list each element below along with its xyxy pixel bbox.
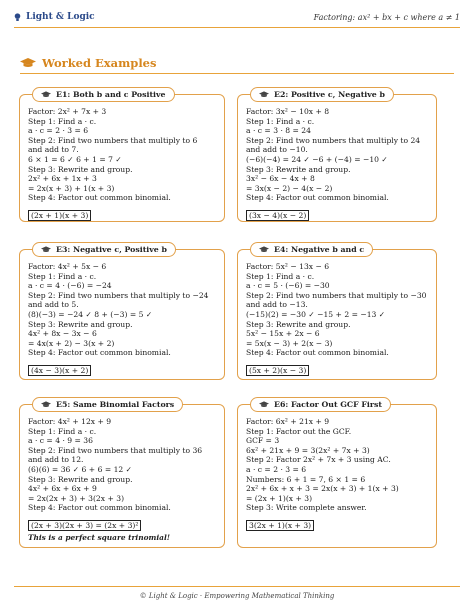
example-title: E4: Negative b and c xyxy=(274,245,365,254)
step-line: Step 2: Find two numbers that multiply to −24 xyxy=(28,290,209,300)
step-line: Factor: 5x² − 13x − 6 xyxy=(246,262,330,271)
final-answer: (5x + 2)(x − 3) xyxy=(246,365,309,376)
final-answer: (2x + 3)(2x + 3) = (2x + 3)² xyxy=(28,520,141,531)
step-line: and add to 12. xyxy=(28,455,84,465)
topic-title: Factoring: ax² + bx + c where a ≠ 1 xyxy=(313,12,460,22)
example-card-e4 xyxy=(237,245,437,380)
example-tab xyxy=(32,87,175,102)
example-tab xyxy=(250,397,391,412)
step-line: Step 3: Rewrite and group. xyxy=(28,164,133,174)
step-line: 5x² − 15x + 2x − 6 xyxy=(246,329,320,339)
step-line: a · c = 5 · (−6) = −30 xyxy=(246,281,330,291)
step-line: Step 4: Factor out common binomial. xyxy=(246,193,389,203)
example-tab xyxy=(250,87,394,102)
step-line: a · c = 3 · 8 = 24 xyxy=(246,126,311,136)
example-card-e1 xyxy=(19,90,225,222)
section-heading xyxy=(20,56,156,70)
graduation-cap-icon xyxy=(259,401,269,408)
step-line: Factor: 4x² + 12x + 9 xyxy=(28,417,112,426)
step-line: Step 1: Find a · c. xyxy=(28,271,97,281)
graduation-cap-icon xyxy=(20,58,36,68)
step-line: = 5x(x − 3) + 2(x − 3) xyxy=(246,338,333,348)
final-answer: (4x − 3)(x + 2) xyxy=(28,365,91,376)
step-line: = 2x(x + 3) + 1(x + 3) xyxy=(28,183,115,193)
example-tab xyxy=(32,397,183,412)
step-line: Step 3: Rewrite and group. xyxy=(28,474,133,484)
step-line: Factor: 2x² + 7x + 3 xyxy=(28,107,107,116)
example-title: E5: Same Binomial Factors xyxy=(56,400,175,409)
step-line: Factor: 4x² + 5x − 6 xyxy=(28,262,107,271)
step-line: a · c = 4 · (−6) = −24 xyxy=(28,281,112,291)
step-line: GCF = 3 xyxy=(246,436,280,446)
example-card-e5 xyxy=(19,400,225,548)
graduation-cap-icon xyxy=(41,401,51,408)
page-header xyxy=(14,8,460,26)
step-line: 3x² − 6x − 4x + 8 xyxy=(246,174,315,184)
step-line: Step 1: Factor out the GCF. xyxy=(246,426,352,436)
step-line: (6)(6) = 36 ✓ 6 + 6 = 12 ✓ xyxy=(28,464,133,474)
step-line: Step 1: Find a · c. xyxy=(246,271,315,281)
graduation-cap-icon xyxy=(41,246,51,253)
graduation-cap-icon xyxy=(41,91,51,98)
example-title: E3: Negative c, Positive b xyxy=(56,245,167,254)
brand xyxy=(14,12,95,22)
header-divider xyxy=(14,27,460,28)
step-line: Factor: 6x² + 21x + 9 xyxy=(246,417,330,426)
step-line: Numbers: 6 + 1 = 7, 6 × 1 = 6 xyxy=(246,474,366,484)
step-line: (−6)(−4) = 24 ✓ −6 + (−4) = −10 ✓ xyxy=(246,154,388,164)
step-line: = 2x(2x + 3) + 3(2x + 3) xyxy=(28,493,125,503)
example-tab xyxy=(250,242,373,257)
step-line: Step 1: Find a · c. xyxy=(246,116,315,126)
step-line: 2x² + 6x + x + 3 = 2x(x + 3) + 1(x + 3) xyxy=(246,484,399,494)
example-title: E1: Both b and c Positive xyxy=(56,90,166,99)
step-line: 6 × 1 = 6 ✓ 6 + 1 = 7 ✓ xyxy=(28,154,122,164)
step-line: 6x² + 21x + 9 = 3(2x² + 7x + 3) xyxy=(246,445,370,455)
step-line: and add to −13. xyxy=(246,300,308,310)
example-note: This is a perfect square trinomial! xyxy=(28,532,170,542)
example-title: E2: Positive c, Negative b xyxy=(274,90,385,99)
brand-name: Light & Logic xyxy=(26,12,95,22)
final-answer: (3x − 4)(x − 2) xyxy=(246,210,309,221)
step-line: Factor: 3x² − 10x + 8 xyxy=(246,107,330,116)
step-line: Step 4: Factor out common binomial. xyxy=(28,348,171,358)
step-line: Step 2: Find two numbers that multiply to 36 xyxy=(28,445,203,455)
page-footer: © Light & Logic · Empowering Mathematical Thinking xyxy=(139,592,335,600)
step-line: = 4x(x + 2) − 3(x + 2) xyxy=(28,338,115,348)
step-line: 2x² + 6x + 1x + 3 xyxy=(28,174,97,184)
final-answer: (2x + 1)(x + 3) xyxy=(28,210,91,221)
step-line: Step 3: Rewrite and group. xyxy=(246,319,351,329)
step-line: Step 4: Factor out common binomial. xyxy=(28,503,171,513)
step-line: Step 2: Find two numbers that multiply to 6 xyxy=(28,135,198,145)
step-line: a · c = 4 · 9 = 36 xyxy=(28,436,93,446)
final-answer: 3(2x + 1)(x + 3) xyxy=(246,520,314,531)
step-line: 4x² + 8x − 3x − 6 xyxy=(28,329,97,339)
step-line: Step 2: Factor 2x² + 7x + 3 using AC. xyxy=(246,455,391,465)
section-divider xyxy=(20,73,454,74)
step-line: Step 3: Rewrite and group. xyxy=(28,319,133,329)
step-line: a · c = 2 · 3 = 6 xyxy=(246,464,307,474)
section-title: Worked Examples xyxy=(42,56,157,70)
lightbulb-icon xyxy=(14,13,21,22)
step-line: Step 4: Factor out common binomial. xyxy=(28,193,171,203)
step-line: and add to −10. xyxy=(246,145,308,155)
step-line: = (2x + 1)(x + 3) xyxy=(246,493,313,503)
step-line: Step 2: Find two numbers that multiply to −30 xyxy=(246,290,427,300)
example-tab xyxy=(32,242,176,257)
example-card-e6 xyxy=(237,400,437,548)
example-card-e2 xyxy=(237,90,437,222)
step-line: Step 1: Find a · c. xyxy=(28,426,97,436)
graduation-cap-icon xyxy=(259,91,269,98)
step-line: 4x² + 6x + 6x + 9 xyxy=(28,484,97,494)
step-line: (8)(−3) = −24 ✓ 8 + (−3) = 5 ✓ xyxy=(28,309,153,319)
footer-divider xyxy=(14,586,460,587)
graduation-cap-icon xyxy=(259,246,269,253)
step-line: and add to 7. xyxy=(28,145,79,155)
step-line: = 3x(x − 2) − 4(x − 2) xyxy=(246,183,333,193)
step-line: and add to 5. xyxy=(28,300,79,310)
step-line: Step 3: Write complete answer. xyxy=(246,503,367,513)
step-line: Step 3: Rewrite and group. xyxy=(246,164,351,174)
step-line: Step 2: Find two numbers that multiply to 24 xyxy=(246,135,421,145)
step-line: Step 4: Factor out common binomial. xyxy=(246,348,389,358)
step-line: Step 1: Find a · c. xyxy=(28,116,97,126)
example-card-e3 xyxy=(19,245,225,380)
example-title: E6: Factor Out GCF First xyxy=(274,400,382,409)
step-line: a · c = 2 · 3 = 6 xyxy=(28,126,89,136)
step-line: (−15)(2) = −30 ✓ −15 + 2 = −13 ✓ xyxy=(246,309,386,319)
